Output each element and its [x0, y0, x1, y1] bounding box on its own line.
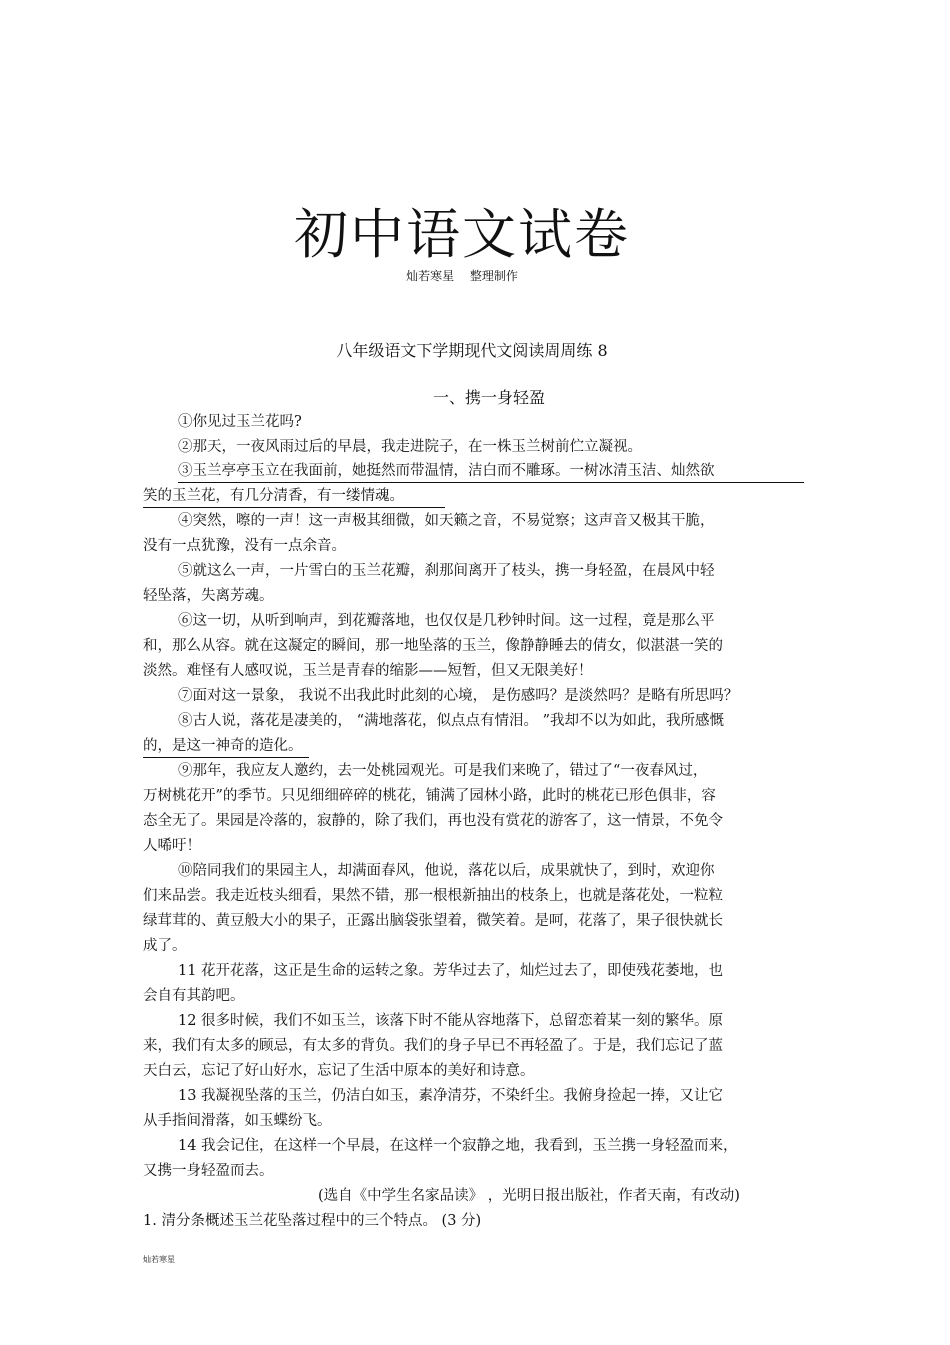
source-citation: (选自《中学生名家品读》 ，光明日报出版社，作者天南，有改动) [318, 1188, 740, 1204]
paragraph-line: 们来品尝。我走近枝头细看，果然不错，那一根根新抽出的枝条上，也就是落花处，一粒粒 [143, 888, 723, 904]
paragraph-line-underlined [143, 735, 309, 758]
question-1: 1. 清分条概述玉兰花坠落过程中的三个特点。 (3 分) [143, 1213, 482, 1229]
exam-title: 八年级语文下学期现代文阅读周周练 8 [336, 341, 608, 360]
paragraph-line: 和，那么从容。就在这凝定的瞬间，那一地坠落的玉兰，像静静睡去的倩女，似湛湛一笑的 [143, 638, 723, 654]
underlined-text: 的，是这一神奇的造化。 [143, 735, 309, 758]
document-title: 初中语文试卷 [294, 203, 630, 266]
paragraph-line: 轻坠落，失离芳魂。 [143, 588, 274, 604]
paragraph-line: ④突然，嚓的一声！这一声极其细微，如天籁之音，不易觉察；这声音又极其干脆， [178, 513, 715, 529]
page-footer: 灿若寒星 [143, 1255, 175, 1264]
paragraph-line: ⑩陪同我们的果园主人，却满面春风，他说，落花以后，成果就快了，到时，欢迎你 [178, 863, 715, 879]
paragraph-line: 成了。 [143, 938, 187, 954]
paragraph-line: 绿茸茸的、黄豆般大小的果子，正露出脑袋张望着，微笑着。是呵，花落了，果子很快就长 [143, 913, 723, 929]
paragraph-line: 11 花开花落，这正是生命的运转之象。芳华过去了，灿烂过去了，即使残花萎地，也 [178, 963, 724, 979]
paragraph-line-underlined [143, 485, 445, 508]
paragraph-line: 12 很多时候，我们不如玉兰，该落下时不能从容地落下，总留恋着某一刻的繁华。原 [178, 1013, 724, 1029]
paragraph-line: ⑧古人说，落花是凄美的， “满地落花，似点点有情泪。 ”我却不以为如此，我所感慨 [178, 713, 725, 729]
paragraph-line: ⑨那年，我应友人邀约，去一处桃园观光。可是我们来晚了，错过了“一夜春风过， [178, 763, 708, 779]
paragraph-line: ⑤就这么一声，一片雪白的玉兰花瓣，刹那间离开了枝头，携一身轻盈，在晨风中轻 [178, 563, 715, 579]
section-title: 一、携一身轻盈 [432, 388, 545, 407]
paragraph-line: ①你见过玉兰花吗? [178, 414, 302, 430]
paragraph-line: 人唏吁！ [143, 838, 201, 854]
paragraph-line: 13 我凝视坠落的玉兰，仍洁白如玉，素净清芬，不染纤尘。我俯身捡起一捧，又让它 [178, 1088, 724, 1104]
paragraph-line: 天白云，忘记了好山好水，忘记了生活中原本的美好和诗意。 [143, 1063, 535, 1079]
paragraph-line-underlined [178, 460, 804, 483]
paragraph-line: 淡然。难怪有人感叹说，玉兰是青春的缩影——短暂，但又无限美好！ [143, 663, 593, 679]
underlined-text: ③玉兰亭亭玉立在我面前，她挺然而带温情，洁白而不雕琢。一树冰清玉洁、灿然欲 [178, 460, 804, 483]
paragraph-line: 态全无了。果园是冷落的，寂静的，除了我们，再也没有赏花的游客了，这一情景，不免令 [143, 813, 723, 829]
paragraph-line: 没有一点犹豫，没有一点余音。 [143, 538, 346, 554]
document-subtitle: 灿若寒星 整理制作 [406, 269, 518, 283]
paragraph-line: 14 我会记住，在这样一个早晨，在这样一个寂静之地，我看到，玉兰携一身轻盈而来， [178, 1138, 738, 1154]
paragraph-line: 会自有其韵吧。 [143, 988, 245, 1004]
paragraph-line: ⑦面对这一景象， 我说不出我此时此刻的心境， 是伤感吗？是淡然吗？是略有所思吗？ [178, 688, 739, 704]
paragraph-line: ⑥这一切，从听到响声，到花瓣落地，也仅仅是几秒钟时间。这一过程，竟是那么平 [178, 613, 715, 629]
paragraph-line: 万树桃花开”的季节。只见细细碎碎的桃花，铺满了园林小路，此时的桃花已形色俱非，容 [143, 788, 716, 804]
paragraph-line: ②那天，一夜风雨过后的早晨，我走进院子，在一株玉兰树前伫立凝视。 [178, 439, 642, 455]
paragraph-line: 又携一身轻盈而去。 [143, 1163, 274, 1179]
paragraph-line: 来，我们有太多的顾忌，有太多的背负。我们的身子早已不再轻盈了。于是，我们忘记了蓝 [143, 1038, 723, 1054]
underlined-text: 笑的玉兰花，有几分清香，有一缕情魂。 [143, 485, 445, 508]
paragraph-line: 从手指间滑落，如玉蝶纷飞。 [143, 1113, 332, 1129]
